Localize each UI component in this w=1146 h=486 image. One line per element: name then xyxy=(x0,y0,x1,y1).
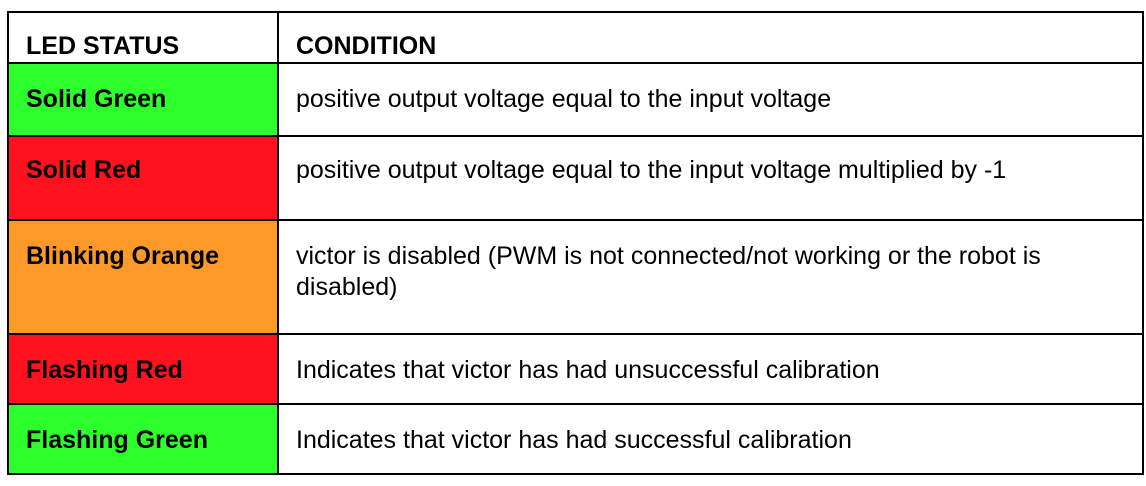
table-row xyxy=(8,63,1143,136)
condition-cell: victor is disabled (PWM is not connected/not working or the robot is disabled) xyxy=(278,220,1143,334)
header-condition: CONDITION xyxy=(278,12,1143,63)
led-status-cell: Blinking Orange xyxy=(8,220,278,334)
header-led-status: LED STATUS xyxy=(8,12,278,63)
condition-cell: positive output voltage equal to the input voltage multiplied by -1 xyxy=(278,136,1143,220)
led-status-cell: Solid Green xyxy=(8,63,278,136)
table-row xyxy=(8,136,1143,220)
led-status-table xyxy=(7,11,1144,475)
condition-cell: Indicates that victor has had successful calibration xyxy=(278,404,1143,474)
table-row xyxy=(8,220,1143,334)
table-header-row xyxy=(8,12,1143,63)
led-status-cell: Flashing Green xyxy=(8,404,278,474)
led-status-cell: Solid Red xyxy=(8,136,278,220)
led-status-cell: Flashing Red xyxy=(8,334,278,404)
condition-cell: Indicates that victor has had unsuccessful calibration xyxy=(278,334,1143,404)
table-row xyxy=(8,334,1143,404)
table-row xyxy=(8,404,1143,474)
condition-cell: positive output voltage equal to the input voltage xyxy=(278,63,1143,136)
